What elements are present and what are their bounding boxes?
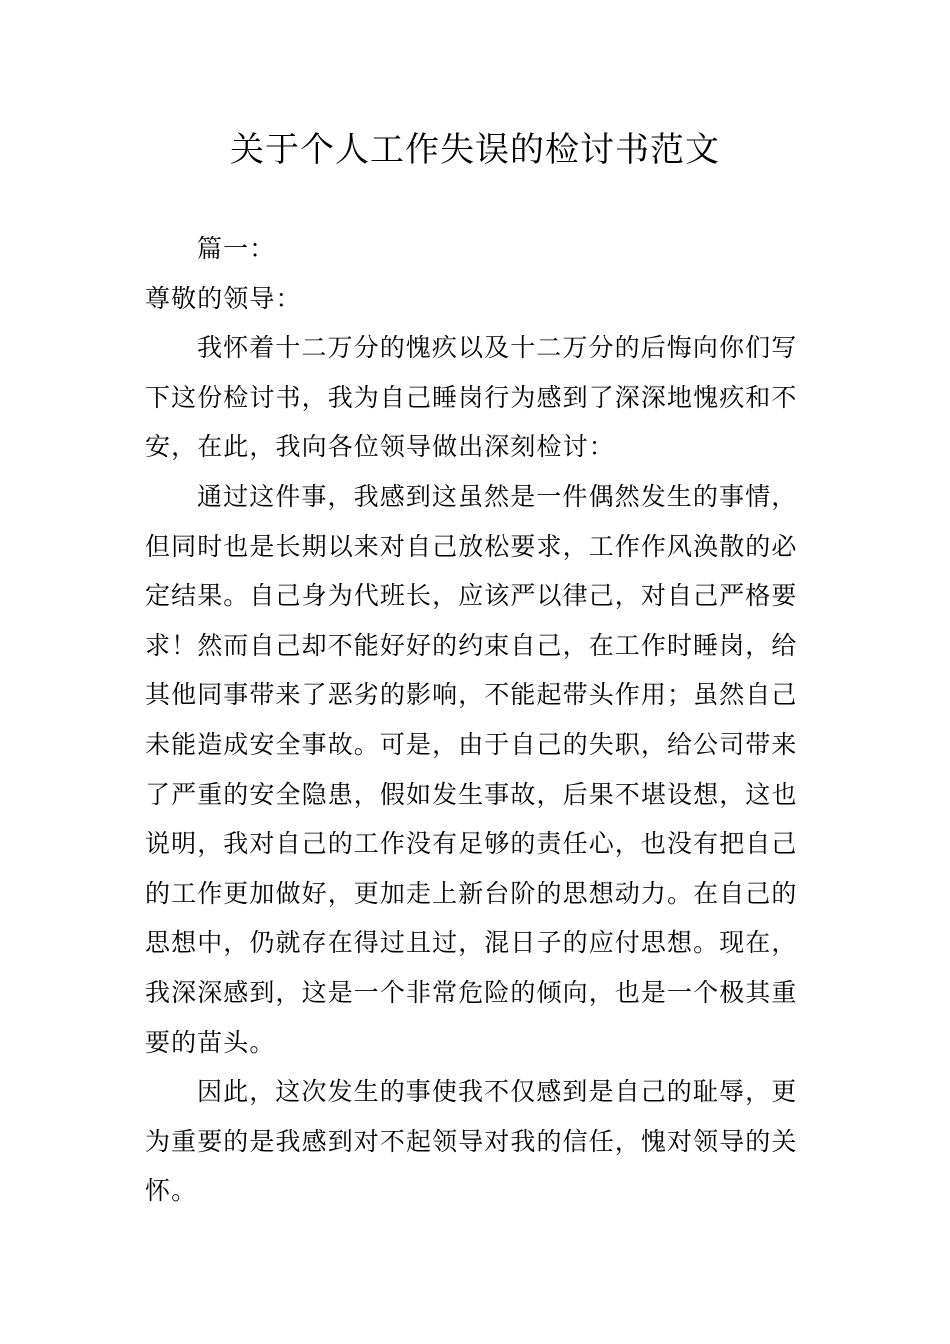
text-line: 了严重的安全隐患，假如发生事故，后果不堪设想，这也: [145, 779, 798, 809]
text-line: 篇一：: [197, 234, 276, 263]
text-line: 思想中，仍就存在得过且过，混日子的应付思想。现在，: [145, 928, 798, 958]
text-line: 尊敬的领导：: [145, 283, 302, 313]
text-line: 因此，这次发生的事使我不仅感到是自己的耻辱，更: [197, 1077, 798, 1107]
text-line: 其他同事带来了恶劣的影响，不能起带头作用；虽然自己: [145, 680, 798, 710]
text-line: 未能造成安全事故。可是，由于自己的失职，给公司带来: [145, 729, 798, 759]
text-line: 下这份检讨书，我为自己睡岗行为感到了深深地愧疚和不: [145, 382, 798, 412]
text-line: 说明，我对自己的工作没有足够的责任心，也没有把自己: [145, 829, 798, 859]
text-line: 定结果。自己身为代班长，应该严以律己，对自己严格要: [145, 581, 798, 611]
document-body: [145, 224, 807, 1216]
document-title: 关于个人工作失误的检讨书范文: [230, 130, 720, 170]
text-line: 要的苗头。: [145, 1027, 276, 1057]
text-line: 求！然而自己却不能好好的约束自己，在工作时睡岗，给: [145, 630, 798, 660]
text-line: 通过这件事，我感到这虽然是一件偶然发生的事情，: [197, 481, 798, 511]
text-line: 我怀着十二万分的愧疚以及十二万分的后悔向你们写: [197, 333, 798, 363]
text-line: 安，在此，我向各位领导做出深刻检讨：: [145, 432, 615, 462]
text-line: 的工作更加做好，更加走上新台阶的思想动力。在自己的: [145, 878, 798, 908]
text-line: 怀。: [145, 1176, 198, 1206]
text-line: 我深深感到，这是一个非常危险的倾向，也是一个极其重: [145, 977, 798, 1007]
text-line: 但同时也是长期以来对自己放松要求，工作作风涣散的必: [145, 531, 798, 561]
text-line: 为重要的是我感到对不起领导对我的信任，愧对领导的关: [145, 1126, 798, 1156]
